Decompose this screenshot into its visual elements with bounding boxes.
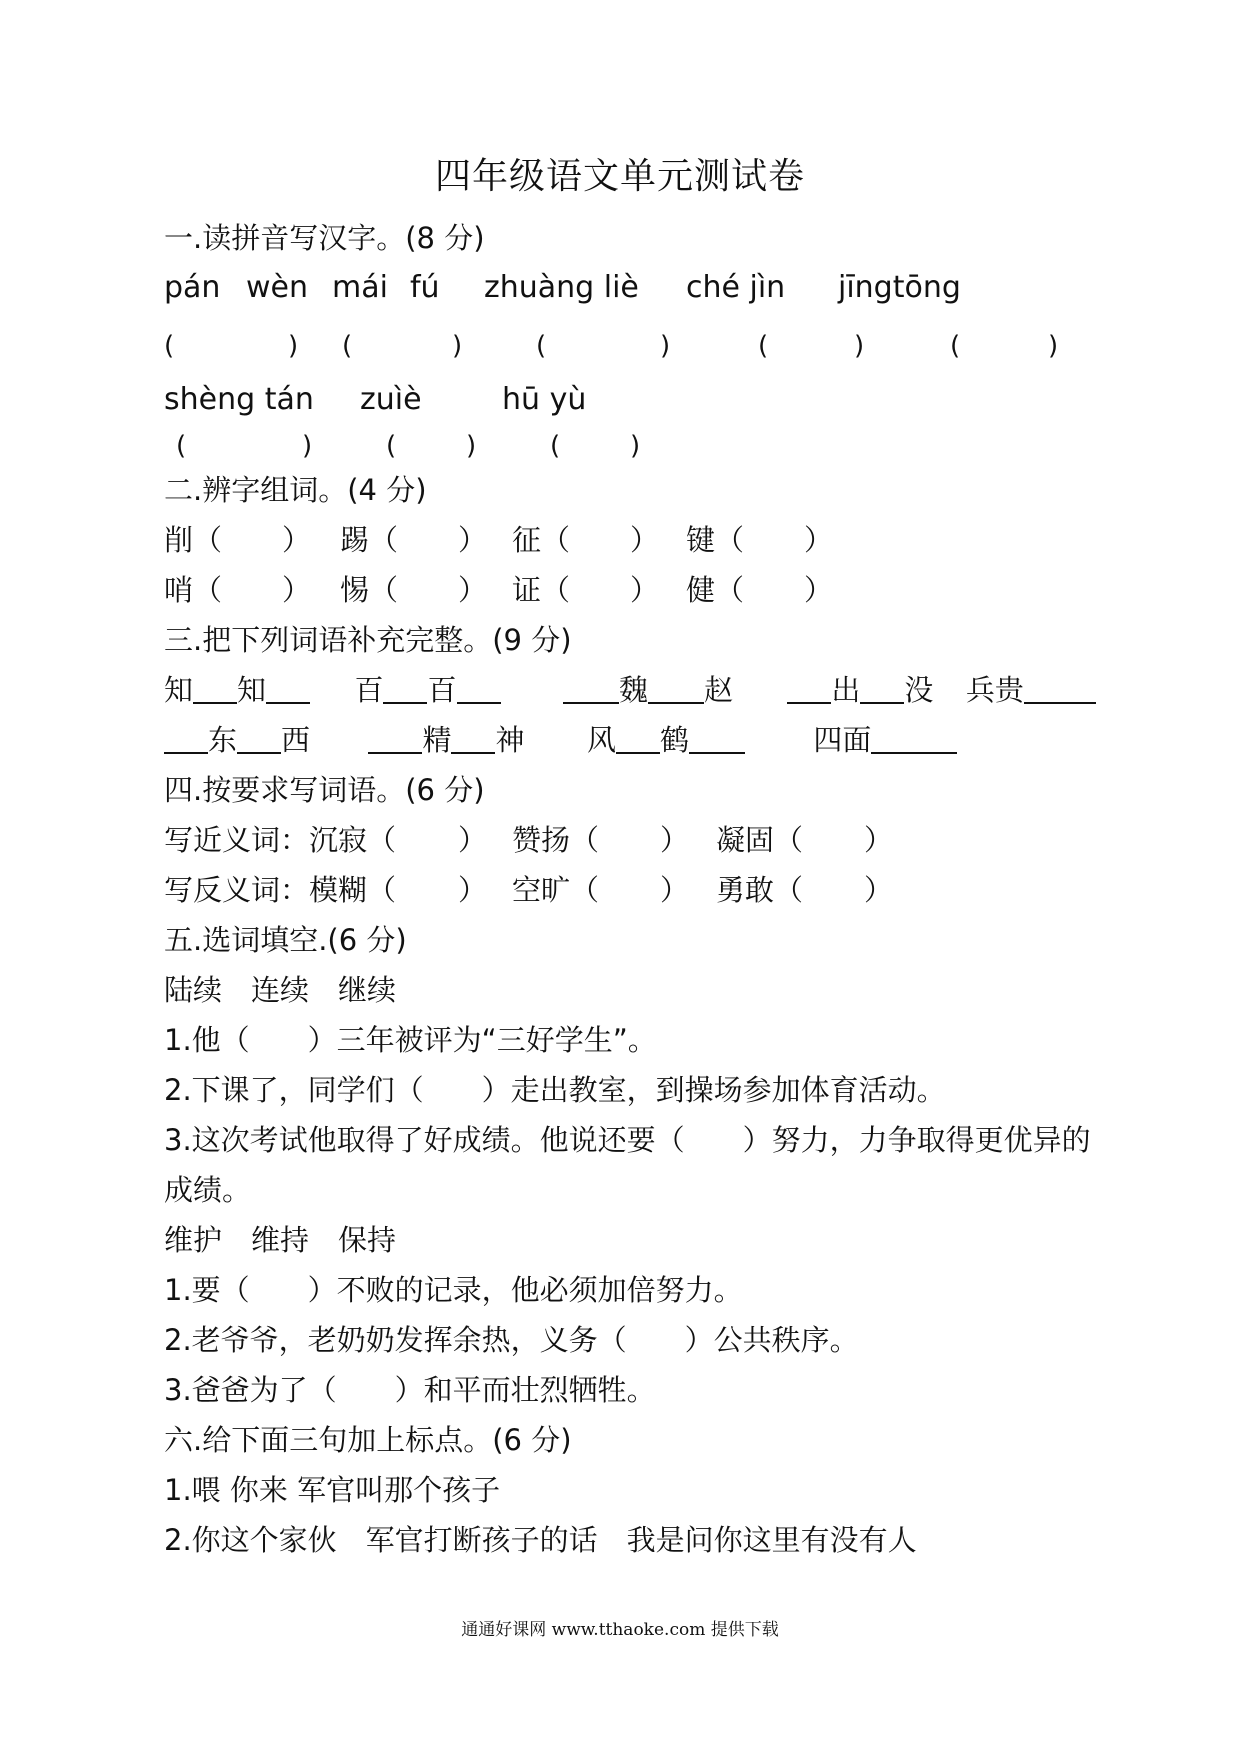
word-choices-2: 维护 维持 保持 xyxy=(164,1223,397,1257)
pinyin-sheng-tan: shèng tán xyxy=(164,382,314,417)
section-1-heading: 一.读拼音写汉字。(8 分) xyxy=(164,221,485,255)
question-text: 3.爸爸为了（ ）和平而壮烈牺牲。 xyxy=(164,1373,656,1407)
char-item: 证（ xyxy=(512,573,571,607)
idiom-char: 赵 xyxy=(703,673,733,707)
idiom-char: 风 xyxy=(586,723,616,757)
idiom-char: 精 xyxy=(422,723,452,757)
fill-blank xyxy=(451,728,495,754)
answer-paren-open: ( xyxy=(342,331,353,361)
fill-blank xyxy=(164,728,208,754)
char-item: 削（ xyxy=(164,523,223,557)
pinyin-zuie: zuìè xyxy=(360,382,422,417)
question-text: 1.他（ ）三年被评为“三好学生”。 xyxy=(164,1023,657,1057)
question-text: 2.下课了，同学们（ ）走出教室，到操场参加体育活动。 xyxy=(164,1073,946,1107)
pinyin-wen: wèn xyxy=(246,270,309,305)
paren-close: ） xyxy=(864,823,894,857)
page-title: 四年级语文单元测试卷 xyxy=(434,156,805,197)
fill-blank xyxy=(648,678,704,704)
fill-blank xyxy=(787,678,831,704)
pinyin-che-jin: ché jìn xyxy=(686,270,786,305)
paren-close: ） xyxy=(458,823,488,857)
char-item-close: ） xyxy=(282,573,312,607)
answer-paren-open: ( xyxy=(386,431,397,461)
idiom-char: 魏 xyxy=(618,673,648,707)
char-item: 健（ xyxy=(686,573,745,607)
char-item: 征（ xyxy=(512,523,571,557)
antonym-item: 写反义词：模糊（ xyxy=(164,873,397,907)
word-choices-1: 陆续 连续 继续 xyxy=(164,973,397,1007)
section-2-heading: 二.辨字组词。(4 分) xyxy=(164,473,427,507)
fill-blank xyxy=(368,728,422,754)
section-3-heading: 三.把下列词语补充完整。(9 分) xyxy=(164,623,572,657)
answer-paren-close: ) xyxy=(630,431,641,461)
paren-close: ） xyxy=(660,873,690,907)
section-6-heading: 六.给下面三句加上标点。(6 分) xyxy=(164,1423,572,1457)
answer-paren-close: ) xyxy=(1048,331,1059,361)
answer-paren-close: ) xyxy=(302,431,313,461)
synonym-item: 写近义词：沉寂（ xyxy=(164,823,397,857)
fill-blank xyxy=(457,678,501,704)
char-item-close: ） xyxy=(630,523,660,557)
fill-blank xyxy=(563,678,619,704)
fill-blank xyxy=(860,678,904,704)
char-item: 踢（ xyxy=(340,523,399,557)
char-item-close: ） xyxy=(458,573,488,607)
fill-blank xyxy=(193,678,237,704)
fill-blank xyxy=(237,728,281,754)
idiom-char: 神 xyxy=(495,723,525,757)
answer-paren-open: ( xyxy=(950,331,961,361)
page-footer: 通通好课网 www.tthaoke.com 提供下载 xyxy=(461,1620,779,1640)
idiom-char: 四面 xyxy=(813,723,872,757)
idiom-char: 知 xyxy=(237,673,267,707)
idiom-char: 西 xyxy=(281,723,311,757)
pinyin-fu: fú xyxy=(410,270,440,305)
char-item-close: ） xyxy=(804,523,834,557)
answer-paren-close: ) xyxy=(660,331,671,361)
synonym-item: 赞扬（ xyxy=(512,823,600,857)
char-item: 键（ xyxy=(686,523,745,557)
question-text: 2.老爷爷，老奶奶发挥余热，义务（ ）公共秩序。 xyxy=(164,1323,859,1357)
fill-blank xyxy=(871,728,957,754)
pinyin-zhuang-lie: zhuàng liè xyxy=(484,270,639,305)
idiom-char: 鹤 xyxy=(659,723,689,757)
paren-close: ） xyxy=(660,823,690,857)
antonym-item: 勇敢（ xyxy=(716,873,804,907)
answer-paren-close: ) xyxy=(452,331,463,361)
idiom-char: 东 xyxy=(208,723,238,757)
answer-paren-open: ( xyxy=(164,331,175,361)
question-text: 1.要（ ）不败的记录，他必须加倍努力。 xyxy=(164,1273,743,1307)
char-item-close: ） xyxy=(630,573,660,607)
pinyin-mai: mái xyxy=(332,270,388,305)
fill-blank xyxy=(383,678,427,704)
answer-paren-close: ) xyxy=(854,331,865,361)
fill-blank xyxy=(616,728,660,754)
idiom-row-2 xyxy=(164,720,957,760)
answer-paren-close: ) xyxy=(466,431,477,461)
question-text: 1.喂 你来 军官叫那个孩子 xyxy=(164,1473,501,1507)
answer-paren-open: ( xyxy=(176,431,187,461)
question-text: 2.你这个家伙 军官打断孩子的话 我是问你这里有没有人 xyxy=(164,1523,917,1557)
pinyin-pan: pán xyxy=(164,270,221,305)
pinyin-jingtong: jīngtōng xyxy=(838,270,961,305)
idiom-row-1 xyxy=(164,670,1096,710)
char-item-close: ） xyxy=(458,523,488,557)
fill-blank xyxy=(266,678,310,704)
paren-close: ） xyxy=(864,873,894,907)
question-text-cont: 成绩。 xyxy=(164,1173,252,1207)
antonym-item: 空旷（ xyxy=(512,873,600,907)
fill-blank xyxy=(1024,678,1096,704)
answer-paren-close: ) xyxy=(288,331,299,361)
answer-paren-open: ( xyxy=(758,331,769,361)
idiom-char: 兵贵 xyxy=(965,673,1024,707)
fill-blank xyxy=(689,728,745,754)
char-item: 惕（ xyxy=(340,573,399,607)
char-item-close: ） xyxy=(282,523,312,557)
idiom-char: 没 xyxy=(904,673,934,707)
idiom-char: 知 xyxy=(164,673,194,707)
idiom-char: 百 xyxy=(427,673,457,707)
answer-paren-open: ( xyxy=(550,431,561,461)
answer-paren-open: ( xyxy=(536,331,547,361)
section-4-heading: 四.按要求写词语。(6 分) xyxy=(164,773,485,807)
synonym-item: 凝固（ xyxy=(716,823,804,857)
idiom-char: 出 xyxy=(831,673,861,707)
pinyin-hu-yu: hū yù xyxy=(502,382,587,417)
char-item: 哨（ xyxy=(164,573,223,607)
section-5-heading: 五.选词填空.(6 分) xyxy=(164,923,407,957)
paren-close: ） xyxy=(458,873,488,907)
idiom-char: 百 xyxy=(354,673,384,707)
question-text: 3.这次考试他取得了好成绩。他说还要（ ）努力，力争取得更优异的 xyxy=(164,1123,1091,1157)
char-item-close: ） xyxy=(804,573,834,607)
